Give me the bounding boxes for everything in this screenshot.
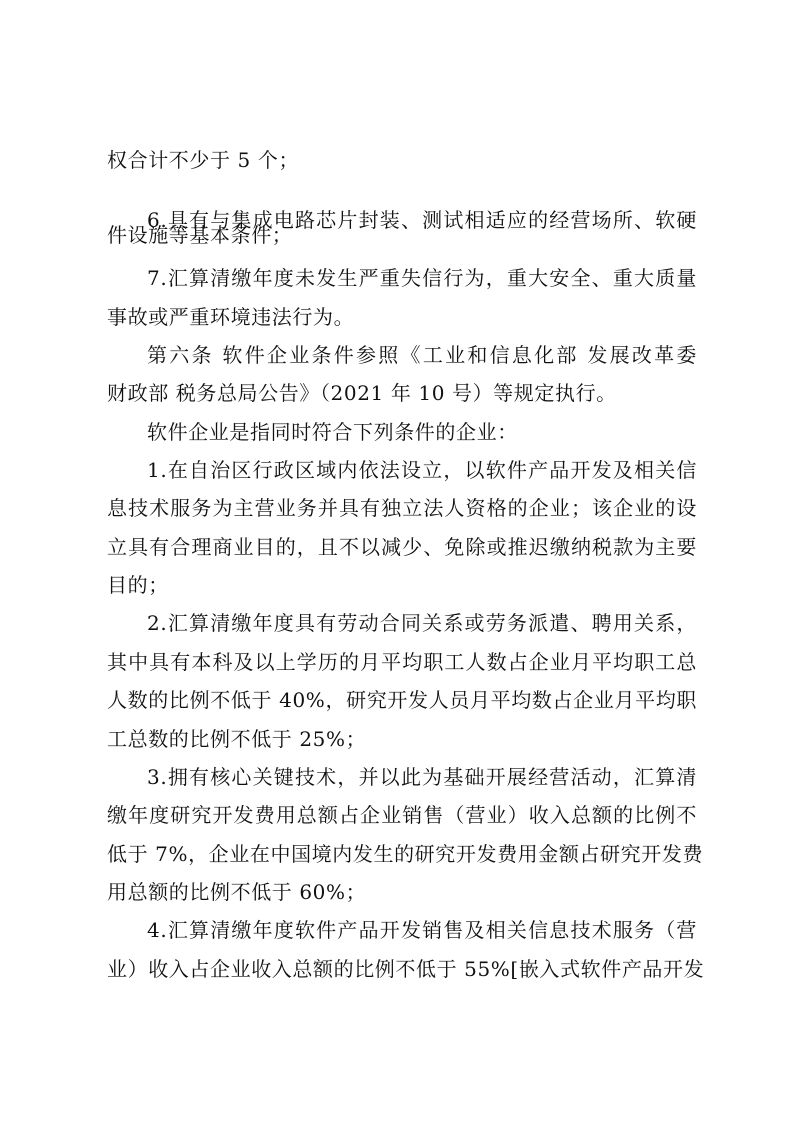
text-line: 工总数的比例不低于 25%； — [107, 727, 367, 751]
text-line: 第六条 软件企业条件参照《工业和信息化部 发展改革委 — [147, 343, 697, 367]
text-line: 业）收入占企业收入总额的比例不低于 55%[嵌入式软件产品开发 — [107, 957, 705, 981]
text-line: 财政部 税务总局公告》（2021 年 10 号）等规定执行。 — [107, 381, 617, 405]
text-line: 2.汇算清缴年度具有劳动合同关系或劳务派遣、聘用关系， — [147, 611, 697, 635]
text-line: 其中具有本科及以上学历的月平均职工人数占企业月平均职工总 — [107, 650, 697, 674]
text-line: 立具有合理商业目的，且不以减少、免除或推迟缴纳税款为主要 — [107, 535, 697, 559]
text-line: 缴年度研究开发费用总额占企业销售（营业）收入总额的比例不 — [107, 803, 697, 827]
text-line: 权合计不少于 5 个； — [107, 148, 300, 172]
text-line: 低于 7%，企业在中国境内发生的研究开发费用金额占研究开发费 — [107, 842, 704, 866]
text-line: 软件企业是指同时符合下列条件的企业： — [147, 420, 518, 444]
text-line: 用总额的比例不低于 60%； — [107, 880, 367, 904]
text-line: 人数的比例不低于 40%，研究开发人员月平均数占企业月平均职 — [107, 688, 697, 712]
text-line: 件设施等基本条件； — [107, 223, 293, 247]
text-line: 目的； — [107, 573, 169, 597]
text-line: 1.在自治区行政区域内依法设立，以软件产品开发及相关信 — [147, 458, 697, 482]
text-line: 4.汇算清缴年度软件产品开发销售及相关信息技术服务（营 — [147, 918, 697, 942]
text-line: 事故或严重环境违法行为。 — [107, 305, 355, 329]
text-line: 6.具有与集成电路芯片封装、测试相适应的经营场所、软硬 — [147, 208, 697, 232]
text-line: 7.汇算清缴年度未发生严重失信行为，重大安全、重大质量 — [147, 266, 697, 290]
text-line: 息技术服务为主营业务并具有独立法人资格的企业；该企业的设 — [107, 496, 697, 520]
text-line: 3.拥有核心关键技术，并以此为基础开展经营活动，汇算清 — [147, 765, 697, 789]
